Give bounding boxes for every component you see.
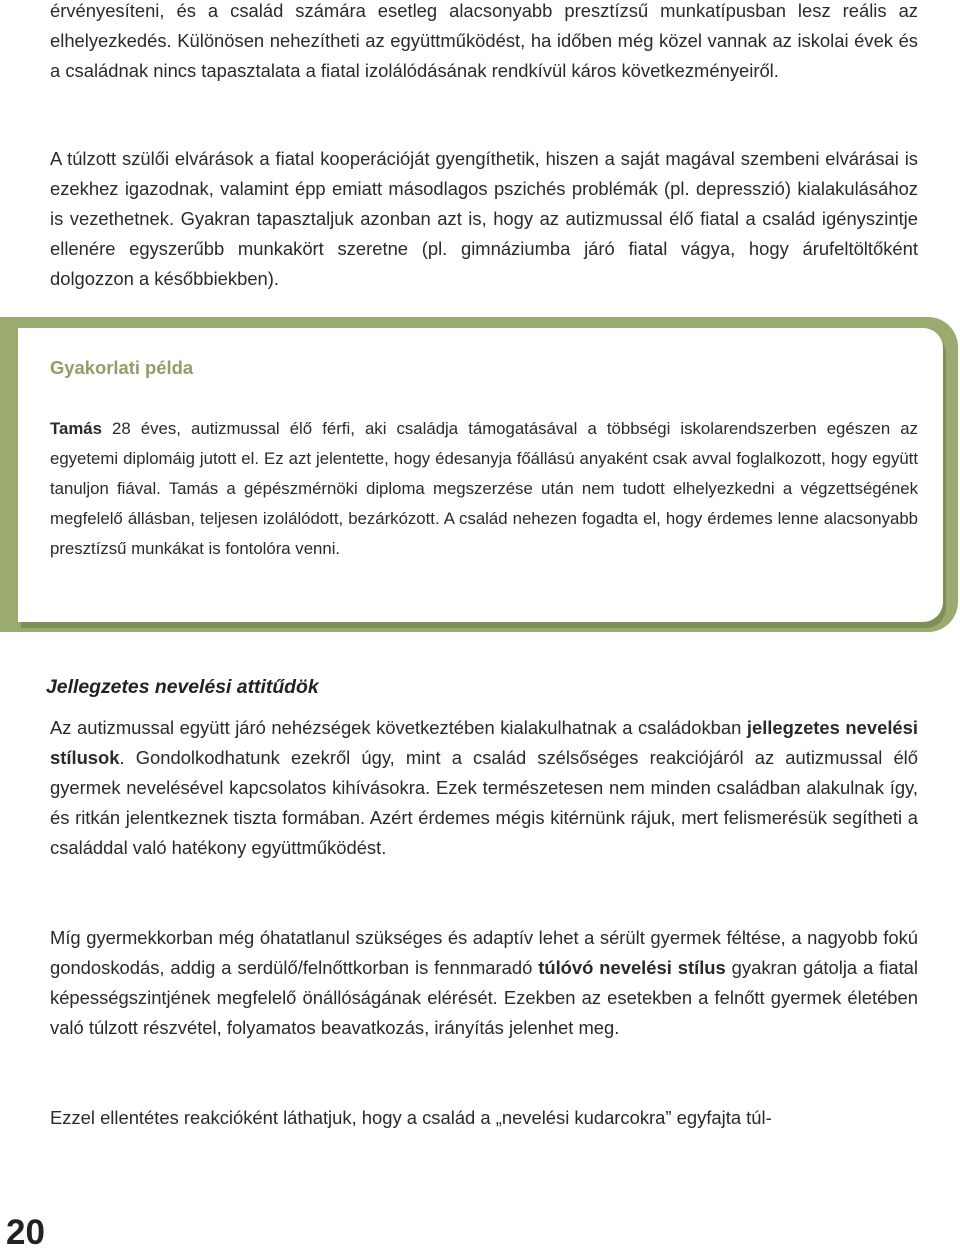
example-person-name: Tamás — [50, 419, 102, 438]
page-number: 20 — [6, 1213, 45, 1252]
example-callout-text — [50, 414, 918, 564]
paragraph-overprotective-text-b: gyakran gátolja a fiatal képességszintjének megfelelő önállóságának elérését. Ezekben az esetekben a felnőtt gyermek életében való túlzott részvétel, folyamatos beavatkozás, irányítás jelenhet meg. — [50, 957, 918, 1038]
paragraph-styles-text-b: . Gondolkodhatunk ezekről úgy, mint a család szélsőséges reakciójáról az autizmussal élő gyermek nevelésével kapcsolatos kihívásokra. Ezek természetesen nem minden családban alakulnak így, és ritkán jelentkeznek tiszta formában. Azért érdemes mégis kitérnünk rájuk, mert felismerésük segítheti a családdal való hatékony együttműködést. — [50, 747, 918, 858]
paragraph-intro: érvényesíteni, és a család számára esetleg alacsonyabb presztízsű munkatípusban lesz reális az elhelyezkedés. Különösen nehezítheti az együttműködést, ha időben még közel vannak az iskolai évek és a családnak nincs tapasztalata a fiatal izolálódásának rendkívül káros következményeiről. — [50, 0, 918, 81]
paragraph-overprotective — [50, 923, 918, 1043]
paragraph-styles-bold: jellegzetes nevelési stílusok — [50, 717, 918, 768]
section-heading: Jellegzetes nevelési attitűdök — [46, 676, 319, 698]
paragraph-contrast: Ezzel ellentétes reakcióként láthatjuk, hogy a család a „nevelési kudarcokra” egyfajta túl- — [50, 1107, 772, 1128]
paragraph-overprotective-bold: túlóvó nevelési stílus — [538, 957, 726, 978]
paragraph-expectations: A túlzott szülői elvárások a fiatal kooperációját gyengíthetik, hiszen a saját magával szembeni elvárásai is ezekhez igazodnak, valamint épp emiatt másodlagos pszichés problémák (pl. depresszió) kialakulásához is vezethetnek. Gyakran tapasztaljuk azonban azt is, hogy az autizmussal élő fiatal a család igényszintje ellenére egyszerűbb munkakört szeretne (pl. gimnáziumba járó fiatal vágya, hogy árufeltöltőként dolgozzon a későbbiekben). — [50, 148, 918, 289]
paragraph-styles-text-a: Az autizmussal együtt járó nehézségek következtében kialakulhatnak a családokban — [50, 717, 747, 738]
example-callout-body-text: 28 éves, autizmussal élő férfi, aki családja támogatásával a többségi iskolarendszerben egészen az egyetemi diplomáig jutott el. Ez azt jelentette, hogy édesanyja főállású anyaként csak avval foglalkozott, hogy együtt tanuljon fiával. Tamás a gépészmérnöki diploma megszerzése után nem tudott elhelyezkedni a végzettségének megfelelő állásban, teljesen izolálódott, bezárkózott. A család nehezen fogadta el, hogy érdemes lenne alacsonyabb presztízsű munkákat is fontolóra venni. — [50, 419, 918, 558]
example-callout-title: Gyakorlati példa — [50, 357, 194, 378]
paragraph-overprotective-text-a: Míg gyermekkorban még óhatatlanul szükséges és adaptív lehet a sérült gyermek féltése, a nagyobb fokú gondoskodás, addig a serdülő/felnőttkorban is fennmaradó — [50, 927, 918, 978]
paragraph-styles — [50, 713, 918, 863]
